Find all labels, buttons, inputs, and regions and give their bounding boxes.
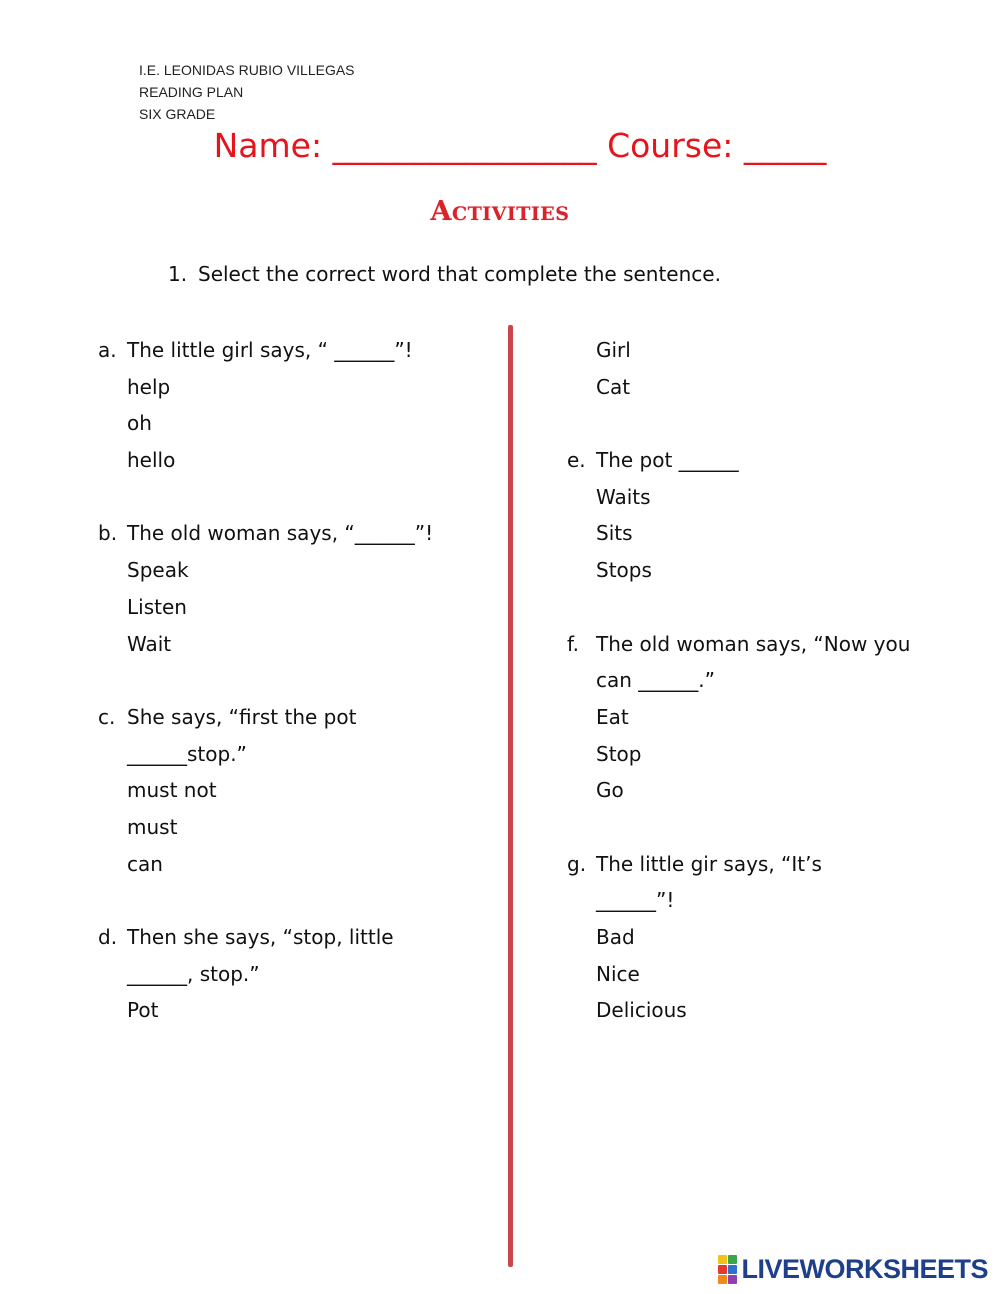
question-text: The little girl says, “ ______”!	[127, 338, 413, 362]
option-text: Sits	[596, 521, 633, 546]
question-marker: b.	[98, 521, 118, 546]
liveworksheets-brand	[718, 1254, 988, 1285]
option-text: must	[127, 814, 178, 839]
instruction-number: 1.	[168, 262, 188, 286]
option-text: Pot	[127, 998, 159, 1023]
liveworksheets-logo-icon	[718, 1255, 737, 1284]
question-marker: d.	[98, 925, 118, 949]
option-text: Nice	[596, 961, 640, 986]
option-text: Bad	[596, 925, 635, 949]
name-course-line: Name: ________________ Course: _____	[213, 126, 827, 165]
column-divider	[508, 325, 513, 1267]
option-text: ______”!	[596, 888, 675, 913]
option-text: ______stop.”	[127, 741, 247, 766]
option-text: Delicious	[596, 998, 687, 1023]
option-text: Go	[596, 778, 624, 803]
option-text: Eat	[596, 704, 629, 729]
option-text: help	[127, 374, 171, 399]
option-text: Stops	[596, 558, 652, 583]
option-text: Stop	[596, 741, 642, 766]
question-marker: c.	[98, 704, 116, 729]
school-name: I.E. LEONIDAS RUBIO VILLEGAS	[139, 62, 355, 78]
question-marker: a.	[98, 338, 117, 362]
school-header	[139, 59, 355, 125]
option-text: can	[127, 851, 163, 876]
option-text: Waits	[596, 484, 651, 509]
grade-label: SIX GRADE	[139, 106, 216, 122]
logo-square	[718, 1255, 727, 1264]
question-text: The pot ______	[596, 448, 739, 473]
question-marker: f.	[567, 631, 579, 656]
logo-square	[728, 1255, 737, 1264]
option-text: Wait	[127, 631, 172, 656]
logo-square	[718, 1275, 727, 1284]
reading-plan-label: READING PLAN	[139, 84, 244, 100]
option-text: Girl	[596, 338, 631, 362]
question-text: Then she says, “stop, little	[127, 925, 394, 949]
option-text: Listen	[127, 594, 187, 619]
option-text: Cat	[596, 374, 631, 399]
question-text: The old woman says, “Now you	[596, 631, 911, 656]
instruction-text: Select the correct word that complete the sentence.	[198, 262, 721, 286]
activities-title: Activities	[430, 196, 570, 227]
question-text: The little gir says, “It’s	[596, 851, 822, 876]
option-text: can ______.”	[596, 668, 716, 693]
option-text: hello	[127, 448, 176, 473]
question-marker: e.	[567, 448, 586, 473]
question-text: The old woman says, “______”!	[127, 521, 434, 546]
instruction	[168, 262, 721, 286]
question-text: She says, “first the pot	[127, 704, 357, 729]
logo-square	[728, 1265, 737, 1274]
option-text: must not	[127, 778, 217, 803]
brand-text: LIVEWORKSHEETS	[741, 1254, 988, 1284]
option-text: Speak	[127, 558, 189, 583]
question-marker: g.	[567, 851, 587, 876]
logo-square	[728, 1275, 737, 1284]
option-text: ______, stop.”	[127, 961, 260, 986]
option-text: oh	[127, 411, 152, 436]
logo-square	[718, 1265, 727, 1274]
